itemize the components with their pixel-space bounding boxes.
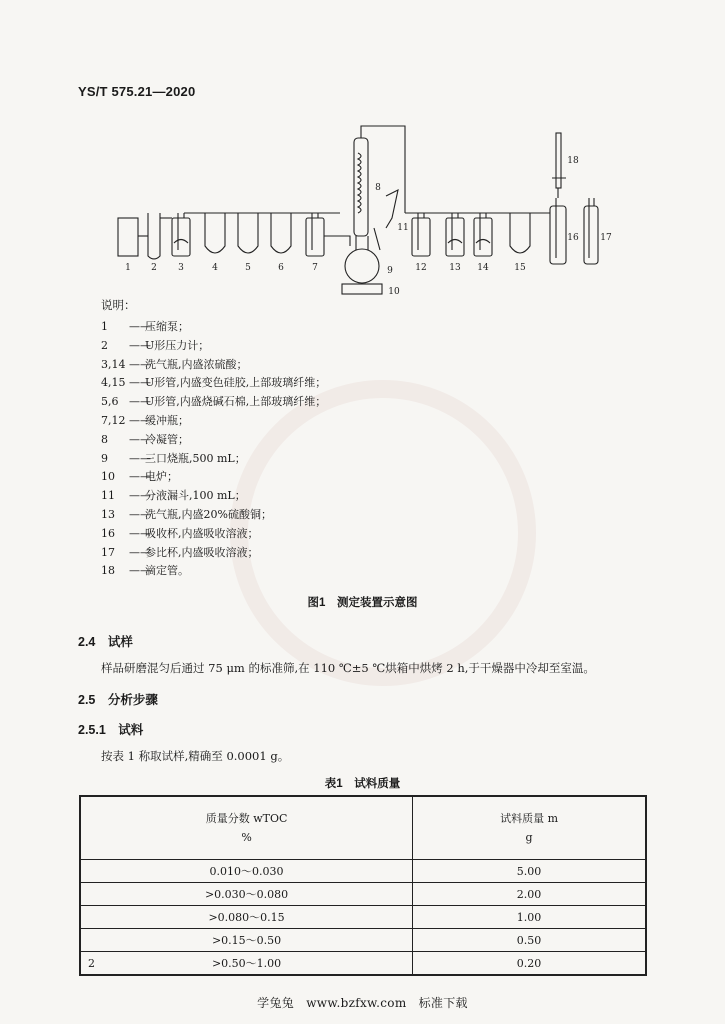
- section-2-4-text: 样品研磨混匀后通过 75 μm 的标准筛,在 110 ℃±5 ℃烘箱中烘烤 2 h,于干燥器中冷却至室温。: [101, 661, 595, 675]
- legend-item: 7,12 ——缓冲瓶；: [101, 413, 189, 427]
- label-4: 4: [212, 263, 218, 273]
- label-7: 7: [312, 263, 318, 273]
- label-3: 3: [178, 263, 184, 273]
- legend-item: 16 ——吸收杯,内盛吸收溶液；: [101, 526, 259, 540]
- legend-item: 11 ——分液漏斗,100 mL；: [101, 489, 246, 503]
- buffer-bottle-7: [306, 218, 324, 256]
- label-1: 1: [125, 263, 131, 273]
- label-2: 2: [151, 263, 157, 273]
- table-row: 0.010～0.030 5.00: [80, 860, 646, 883]
- label-15: 15: [514, 263, 526, 273]
- label-9: 9: [387, 266, 393, 276]
- section-2-5-heading: 2.5 分析步骤: [78, 693, 158, 707]
- legend-item: 18 ——滴定管。: [101, 564, 189, 578]
- label-8: 8: [375, 183, 381, 193]
- separatory-funnel: [386, 190, 398, 228]
- legend-item: 5,6 ——U形管,内盛烧碱石棉,上部玻璃纤维；: [101, 395, 327, 409]
- u-tube-5: [238, 213, 258, 253]
- label-14: 14: [477, 263, 489, 273]
- table-row: >0.030～0.080 2.00: [80, 883, 646, 906]
- footer-watermark: [0, 994, 725, 1011]
- label-6: 6: [278, 263, 284, 273]
- standard-number: YS/T 575.21—2020: [78, 84, 196, 99]
- u-tube-6: [271, 213, 291, 253]
- footer-site-name: 学兔兔: [257, 996, 295, 1010]
- col-header-sample-mass: 试料质量 m g: [413, 796, 646, 860]
- figure-caption: 图1 测定装置示意图: [307, 597, 418, 609]
- section-2-5-1-text: 按表 1 称取试样,精确至 0.0001 g。: [101, 749, 290, 763]
- apparatus-diagram: [110, 118, 630, 303]
- section-2-5-1-heading: 2.5.1 试料: [78, 723, 144, 737]
- legend-item: 9 ——三口烧瓶,500 mL；: [101, 451, 246, 465]
- buffer-bottle-12: [412, 218, 430, 256]
- figure-legend: [101, 318, 521, 581]
- legend-item: 1 ——压缩泵；: [101, 320, 189, 333]
- legend-item: 8 ——冷凝管；: [101, 432, 189, 446]
- legend-title: 说明：: [101, 298, 136, 312]
- reference-cup: [584, 206, 598, 264]
- label-16: 16: [567, 233, 579, 243]
- legend-item: 17 ——参比杯,内盛吸收溶液；: [101, 545, 259, 559]
- wash-bottle-13: [446, 218, 464, 256]
- table-row: >0.50～1.00 0.20: [80, 952, 646, 976]
- legend-item: 10 ——电炉；: [101, 470, 178, 484]
- col-header-mass-fraction: 质量分数 wTOC %: [80, 796, 413, 860]
- label-12: 12: [415, 263, 427, 273]
- label-11: 11: [397, 223, 409, 233]
- label-10: 10: [388, 287, 400, 297]
- absorption-cup: [550, 206, 566, 264]
- label-13: 13: [449, 263, 461, 273]
- burette: [556, 133, 561, 188]
- wash-bottle-3: [172, 218, 190, 256]
- label-18: 18: [567, 156, 579, 166]
- wash-bottle-14: [474, 218, 492, 256]
- table-row: >0.080～0.15 1.00: [80, 906, 646, 929]
- compressor-pump: [118, 218, 138, 256]
- sample-mass-table: [79, 795, 647, 976]
- legend-item: 13 ——洗气瓶,内盛20%硫酸铜；: [101, 507, 272, 521]
- table-row: >0.15～0.50 0.50: [80, 929, 646, 952]
- label-17: 17: [600, 233, 612, 243]
- legend-item: 3,14 ——洗气瓶,内盛浓硫酸；: [101, 357, 248, 371]
- footer-tagline: 标准下载: [418, 996, 468, 1010]
- label-5: 5: [245, 263, 251, 273]
- u-manometer: [148, 213, 160, 259]
- three-neck-flask: [345, 249, 379, 283]
- electric-heater: [342, 284, 382, 294]
- legend-item: 2 ——U形压力计；: [101, 338, 210, 352]
- legend-item: 4,15 ——U形管,内盛变色硅胶,上部玻璃纤维；: [101, 376, 327, 390]
- u-tube-4: [205, 213, 225, 253]
- footer-url[interactable]: www.bzfxw.com: [306, 996, 407, 1010]
- section-2-4-heading: 2.4 试样: [78, 635, 133, 649]
- table-caption: 表1 试料质量: [324, 778, 401, 790]
- u-tube-15: [510, 213, 530, 253]
- page-number: 2: [88, 957, 95, 970]
